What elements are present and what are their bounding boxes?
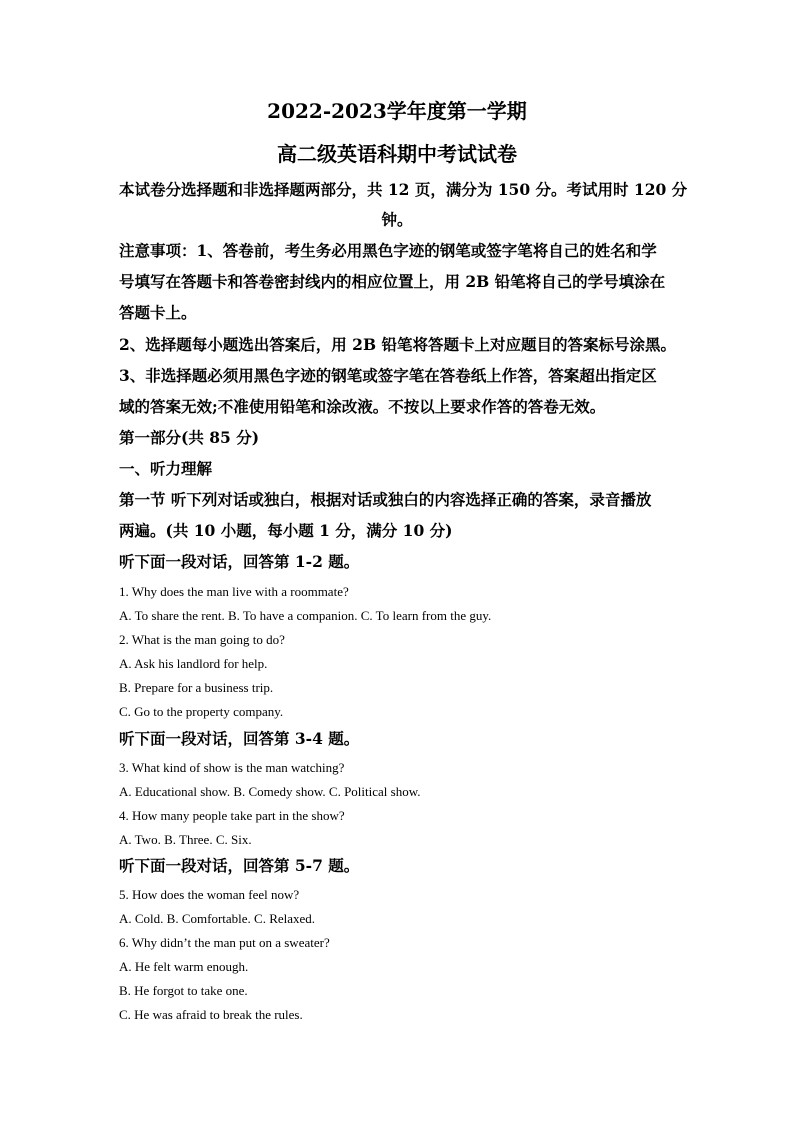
intro-line-1: 本试卷分选择题和非选择题两部分，共 12 页，满分为 150 分。考试用时 120 分 [119, 180, 688, 199]
question-line: A. To share the rent. B. To have a companion. C. To learn from the guy. [119, 608, 492, 623]
part-one-title: 第一部分(共 85 分) [119, 428, 260, 447]
section-listening-title: 一、听力理解 [119, 459, 213, 478]
group-heading: 听下面一段对话，回答第 5-7 题。 [119, 856, 360, 875]
group-heading: 听下面一段对话，回答第 3-4 题。 [119, 729, 360, 748]
question-line: A. Educational show. B. Comedy show. C. Political show. [119, 784, 421, 799]
question-line: 1. Why does the man live with a roommate? [119, 584, 349, 599]
section-instruction-line-2: 两遍。(共 10 小题，每小题 1 分，满分 10 分) [119, 521, 453, 540]
question-line: B. Prepare for a business trip. [119, 680, 274, 695]
exam-year-title: 2022-2023学年度第一学期 [267, 99, 527, 123]
question-line: C. He was afraid to break the rules. [119, 1007, 303, 1022]
notes-line-4: 2、选择题每小题选出答案后，用 2B 铅笔将答题卡上对应题目的答案标号涂黑。 [119, 335, 676, 354]
question-line: 5. How does the woman feel now? [119, 887, 300, 902]
notes-line-5: 3、非选择题必须用黑色字迹的钢笔或签字笔在答卷纸上作答，答案超出指定区 [119, 366, 657, 385]
question-line: A. Ask his landlord for help. [119, 656, 268, 671]
notes-line-1: 注意事项：1、答卷前，考生务必用黑色字迹的钢笔或签字笔将自己的姓名和学 [119, 241, 657, 260]
question-line: A. Cold. B. Comfortable. C. Relaxed. [119, 911, 316, 926]
question-line: 4. How many people take part in the show? [119, 808, 345, 823]
question-line: 6. Why didn’t the man put on a sweater? [119, 935, 330, 950]
notes-line-2: 号填写在答题卡和答卷密封线内的相应位置上，用 2B 铅笔将自己的学号填涂在 [119, 272, 666, 291]
question-line: A. He felt warm enough. [119, 959, 249, 974]
exam-subject-title: 高二级英语科期中考试试卷 [277, 142, 517, 166]
question-line: C. Go to the property company. [119, 704, 284, 719]
notes-line-3: 答题卡上。 [119, 303, 197, 322]
question-line: 2. What is the man going to do? [119, 632, 285, 647]
section-instruction-line-1: 第一节 听下列对话或独白，根据对话或独白的内容选择正确的答案，录音播放 [119, 490, 652, 509]
question-line: A. Two. B. Three. C. Six. [119, 832, 252, 847]
notes-line-6: 域的答案无效;不准使用铅笔和涂改液。不按以上要求作答的答卷无效。 [119, 397, 606, 416]
intro-line-2: 钟。 [381, 210, 413, 229]
group-heading: 听下面一段对话，回答第 1-2 题。 [119, 552, 360, 571]
question-line: B. He forgot to take one. [119, 983, 248, 998]
question-line: 3. What kind of show is the man watching? [119, 760, 345, 775]
